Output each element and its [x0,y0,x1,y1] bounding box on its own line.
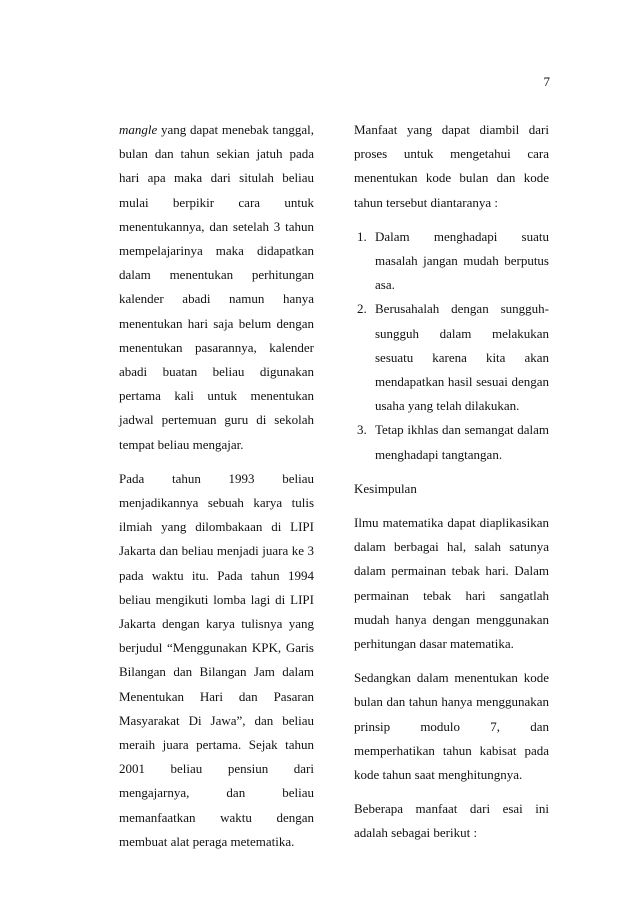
list-item [354,418,549,466]
left-column [119,118,314,854]
italic-term: mangle [119,122,158,137]
left-paragraph-2: Pada tahun 1993 beliau menjadikannya sebuah karya tulis ilmiah yang dilombakaan di LIPI Jakarta dan beliau menjadi juara ke 3 pada waktu itu. Pada tahun 1994 beliau mengikuti lomba lagi di LIPI Jakarta dengan karya tulisnya yang berjudul “Menggunakan KPK, Garis Bilangan dan Bilangan Jam dalam Menentukan Hari dan Pasaran Masyarakat Di Jawa”, dan beliau meraih juara pertama. Sejak tahun 2001 beliau pensiun dari mengajarnya, dan beliau memanfaatkan waktu dengan membuat alat peraga metematika. [119,470,314,849]
conclusion-paragraph-1: Ilmu matematika dapat diaplikasikan dalam berbagai hal, salah satunya dalam permainan tebak hari. Dalam permainan tebak hari sangatlah mudah hanya dengan menggunakan perhitungan dasar matematika. [354,515,549,652]
list-item-text: Tetap ikhlas dan semangat dalam menghadapi tangtangan. [375,422,549,462]
benefits-list [354,225,549,467]
conclusion-paragraph-2: Sedangkan dalam menentukan kode bulan dan tahun hanya menggunakan prinsip modulo 7, dan memperhatikan tahun kabisat pada kode tahun saat menghitungnya. [354,670,549,783]
list-number: 1. [357,228,367,244]
list-item-text: Berusahalah dengan sungguh-sungguh dalam melakukan sesuatu karena kita akan mendapatkan hasil sesuai dengan usaha yang telah dilakukan. [375,301,549,414]
benefits-intro: Manfaat yang dapat diambil dari proses untuk mengetahui cara menentukan kode bulan dan kode tahun tersebut diantaranya : [354,122,549,210]
list-item [354,225,549,298]
conclusion-paragraph-3: Beberapa manfaat dari esai ini adalah sebagai berikut : [354,801,549,841]
list-number: 2. [357,301,367,317]
right-column [354,118,549,846]
left-paragraph-1-text: yang dapat menebak tanggal, bulan dan tahun sekian jatuh pada hari apa maka dari situlah beliau mulai berpikir cara untuk menentukannya, dan setelah 3 tahun mempelajarinya maka didapatkan dalam menentukan perhitungan kalender abadi namun hanya menentukan hari saja belum dengan menentukan pasarannya, kalender abadi buatan beliau digunakan pertama kali untuk menentukan jadwal pertemuan guru di sekolah tempat beliau mengajar. [119,122,314,452]
list-number: 3. [357,422,367,438]
list-item-text: Dalam menghadapi suatu masalah jangan mudah berputus asa. [375,228,549,293]
list-item [354,297,549,418]
section-heading-kesimpulan: Kesimpulan [354,480,417,496]
page-number: 7 [543,74,550,89]
left-paragraph-1 [119,118,314,457]
